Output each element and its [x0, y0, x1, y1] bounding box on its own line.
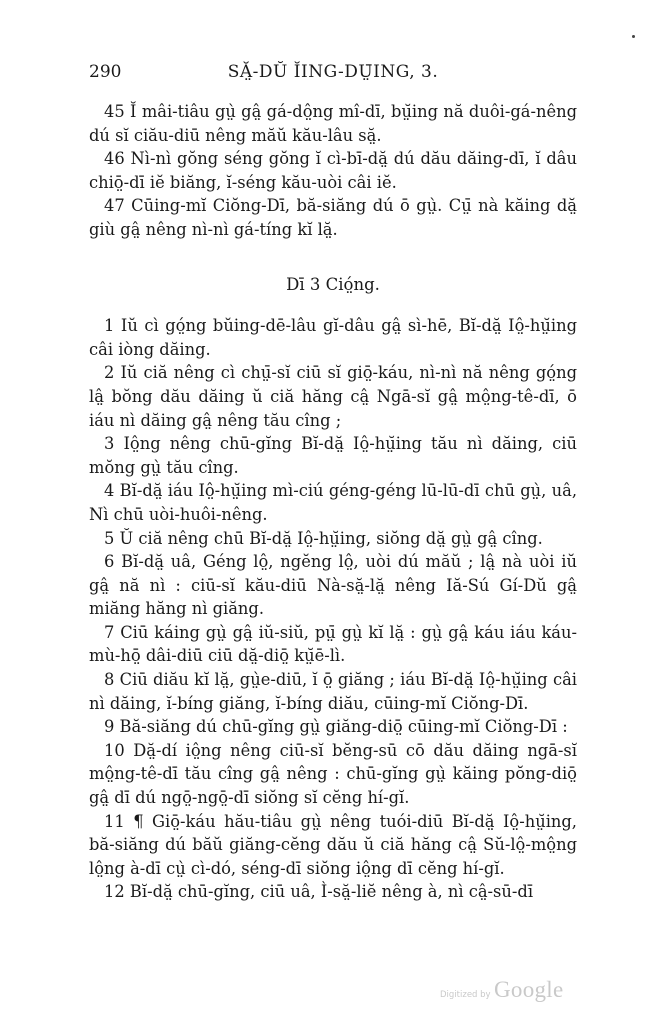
- digitized-watermark: [440, 977, 580, 1005]
- verse-46: 46 Nì-nì gŏng séng gŏng ĭ cì-bī-dă̤ dú dău dăing-dī, ĭ dâu chiō̤-dī iĕ biăng, ĭ-séng kău-uòi câi iĕ.: [89, 149, 577, 192]
- page-body: [89, 100, 577, 904]
- margin-mark: [632, 35, 635, 38]
- verse-47: 47 Cūing-mĭ Ciŏng-Dī, bă-siăng dú ō gṳ̀. Cṳ̄ nà kăing dă̤ giù gâ̤ nêng nì-nì gá-tíng kĭ lă̤.: [89, 196, 577, 239]
- verse-12: 12 Bĭ-dă̤ chū-gĭng, ciū uâ, Ì-să̤-liĕ nêng à, nì câ̤-sū-dī: [104, 882, 534, 902]
- verse-5: 5 Ŭ ciă nêng chū Bĭ-dă̤ Iô̤-hṳ̆ing, siŏng dă̤ gṳ̀ gâ̤ cîng.: [104, 528, 543, 548]
- verse-6: 6 Bĭ-dă̤ uâ, Géng lô̤, ngĕng lô̤, uòi dú măŭ ; lâ̤ nà uòi iŭ gâ̤ nă nì : ciū-sĭ kău-diū Nà-să̤-lă̤ nêng Iă-Sú Gí-Dŭ gâ̤ miăng hăng nì giăng.: [89, 552, 577, 619]
- verse-7: 7 Ciū káing gṳ̀ gâ̤ iŭ-siŭ, pṳ̄ gṳ̀ kĭ lă̤ : gṳ̀ gâ̤ káu iáu káu-mù-hō̤ dâi-diū ciū dă̤-diō̤ kṳ̆ē-lì.: [89, 622, 577, 666]
- verse-3: 3 Iô̤ng nêng chū-gĭng Bĭ-dă̤ Iô̤-hṳ̆ing tău nì dăing, ciū mŏng gṳ̀ tău cîng.: [89, 434, 577, 477]
- verse-10: 10 Dă̤-dí iô̤ng nêng ciū-sĭ bĕng-sū cō dău dăing ngā-sĭ mô̤ng-tê-dī tău cîng gâ̤ nêng : chū-gĭng gṳ̀ kăing pŏng-diō̤ gâ̤ dī dú ngō̤-ngō̤-dī siŏng sĭ cĕng hí-gĭ.: [89, 740, 577, 808]
- running-header: [89, 62, 577, 88]
- verse-45: 45 Ĭ mâi-tiâu gṳ̀ gâ̤ gá-dô̤ng mî-dī, bṳ̆ing nă duôi-gá-nêng dú sĭ ciău-diū nêng măŭ kău-lâu să̤.: [89, 102, 577, 145]
- chapter-heading: Dī 3 Ció̤ng.: [286, 274, 380, 294]
- page-number: 290: [89, 62, 122, 82]
- verse-2: 2 Iŭ ciă nêng cì chṳ̄-sĭ ciū sĭ giō̤-káu, nì-nì nă nêng gó̤ng lâ̤ bŏng dău dăing ŭ ciă hăng câ̤ Ngā-sĭ gâ̤ mô̤ng-tê-dī, ō iáu nì dăing gâ̤ nêng tău cîng ;: [89, 363, 577, 430]
- verse-1: 1 Iŭ cì gó̤ng bŭing-dē-lâu gĭ-dâu gâ̤ sì-hē, Bĭ-dă̤ Iô̤-hṳ̆ing câi iòng dăing.: [89, 316, 577, 359]
- running-title: SĂ̤-DŬ ĬING-DṲ̄ING, 3.: [227, 62, 439, 82]
- verse-11: 11 ¶ Giō̤-káu hău-tiâu gṳ̀ nêng tuói-diū Bĭ-dă̤ Iô̤-hṳ̆ing, bă-siăng dú băŭ giăng-cĕng dău ŭ ciă hăng câ̤ Sŭ-lô̤-mô̤ng lô̤ng à-dī cṳ̀ cì-dó, séng-dī siŏng iô̤ng dī cĕng hí-gĭ.: [89, 811, 577, 878]
- verse-8: 8 Ciū diău kĭ lă̤, gṳ̀e-diū, ĭ ō̤ giăng ; iáu Bĭ-dă̤ Iô̤-hṳ̆ing câi nì dăing, ĭ-bíng giăng, ĭ-bíng diău, cūing-mĭ Ciŏng-Dī.: [89, 670, 577, 713]
- verse-4: 4 Bĭ-dă̤ iáu Iô̤-hṳ̆ing mì-ciú géng-géng lū-lū-dī chū gṳ̀, uâ, Nì chū uòi-huôi-nêng.: [89, 481, 577, 524]
- verse-9: 9 Bă-siăng dú chū-gĭng gṳ̀ giăng-diō̤ cūing-mĭ Ciŏng-Dī :: [104, 717, 568, 737]
- watermark-brand: Google: [494, 977, 564, 1002]
- watermark-prefix: Digitized by: [440, 990, 491, 1000]
